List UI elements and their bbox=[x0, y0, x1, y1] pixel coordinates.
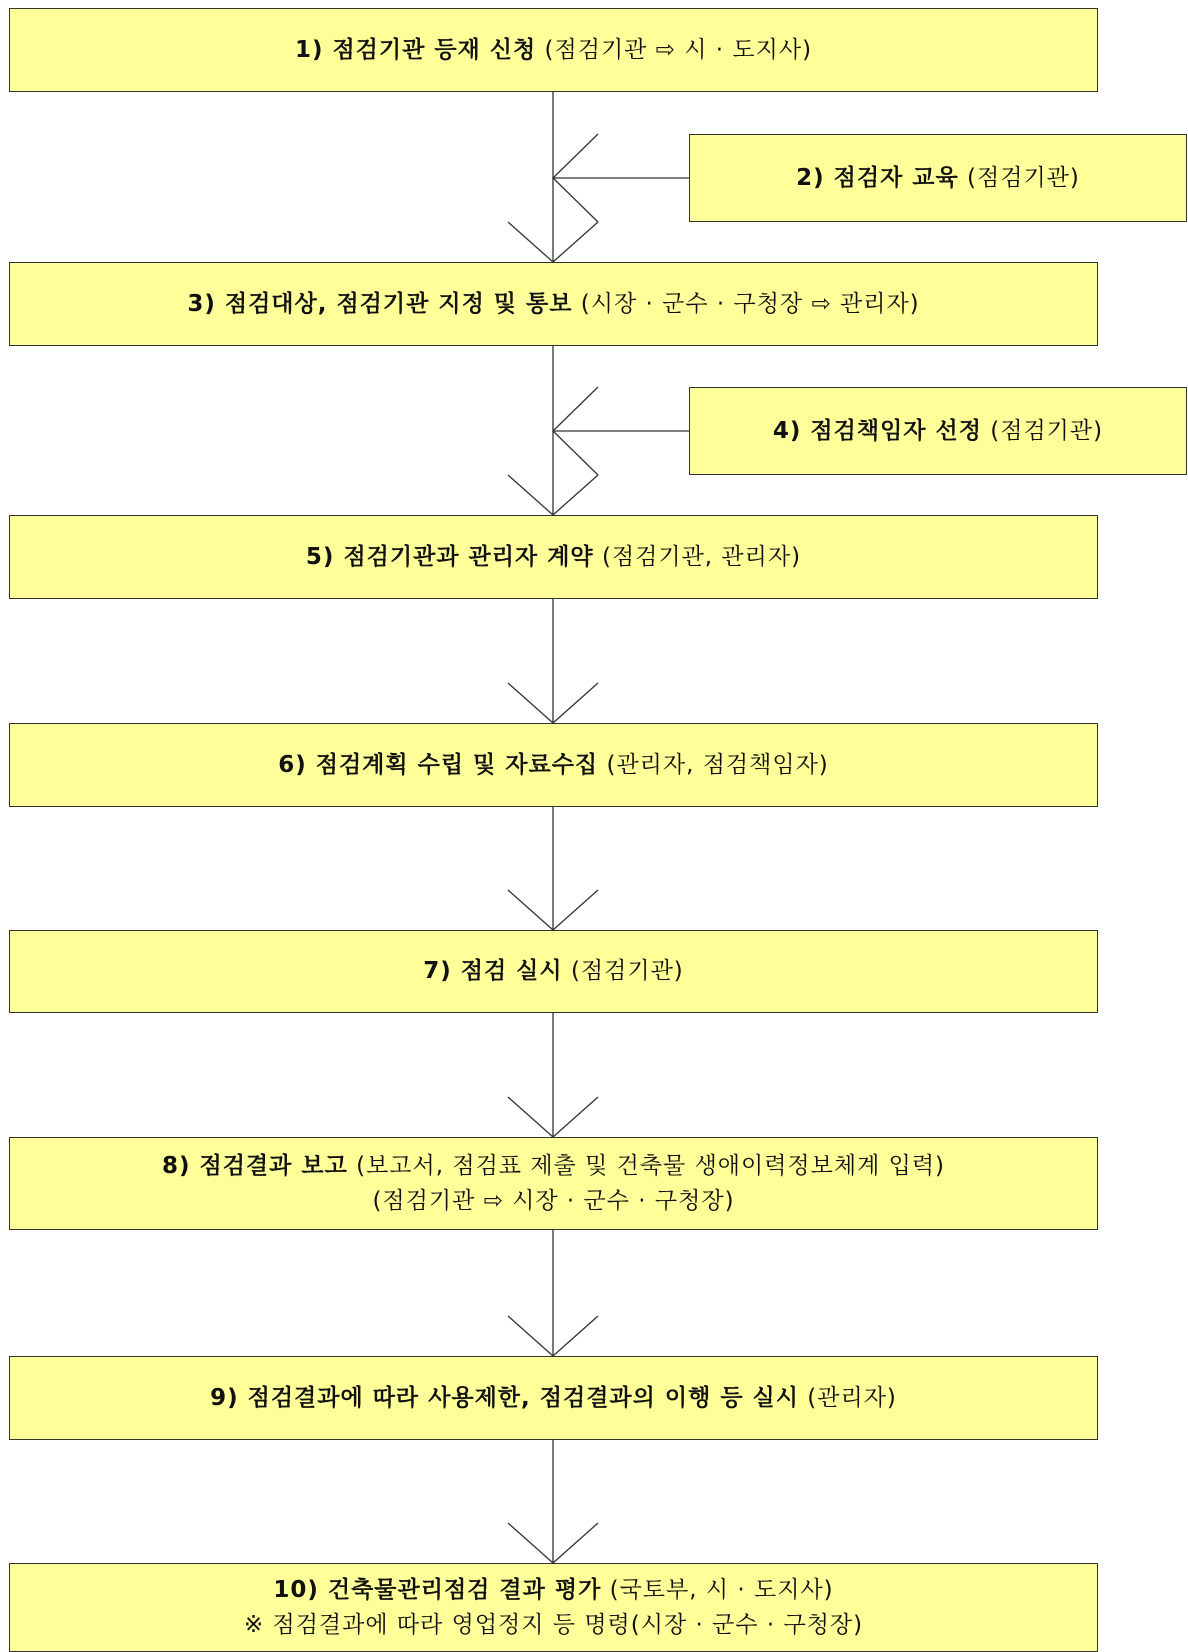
step-2-title: 2) 점검자 교육 bbox=[796, 164, 959, 191]
step-6-sub: (관리자, 점검책임자) bbox=[606, 751, 829, 778]
step-4-sub: (점검기관) bbox=[990, 417, 1104, 444]
step-7-box bbox=[9, 930, 1098, 1013]
step-1-box bbox=[9, 8, 1098, 92]
step-7-title: 7) 점검 실시 bbox=[423, 958, 563, 985]
step-5-box bbox=[9, 515, 1098, 599]
step-6-title: 6) 점검계획 수립 및 자료수집 bbox=[278, 751, 599, 778]
step-5-title: 5) 점검기관과 관리자 계약 bbox=[305, 543, 594, 570]
step-3-sub: (시장 · 군수 · 구청장 ⇨ 관리자) bbox=[580, 290, 920, 317]
step-4-box bbox=[689, 387, 1187, 475]
step-5-sub: (점검기관, 관리자) bbox=[601, 543, 802, 570]
step-1-sub: (점검기관 ⇨ 시 · 도지사) bbox=[544, 36, 813, 63]
step-10-box bbox=[9, 1563, 1098, 1652]
step-10-sub: (국토부, 시 · 도지사) bbox=[609, 1577, 834, 1603]
step-8-box bbox=[9, 1137, 1098, 1230]
step-1-title: 1) 점검기관 등재 신청 bbox=[294, 36, 537, 63]
step-6-box bbox=[9, 723, 1098, 807]
step-7-sub: (점검기관) bbox=[570, 958, 684, 985]
step-8-line2: (점검기관 ⇨ 시장 · 군수 · 구청장) bbox=[372, 1187, 735, 1214]
step-10-line2: ※ 점검결과에 따라 영업정지 등 명령(시장 · 군수 · 구청장) bbox=[243, 1611, 864, 1638]
step-9-box bbox=[9, 1356, 1098, 1440]
step-8-sub: (보고서, 점검표 제출 및 건축물 생애이력정보체계 입력) bbox=[356, 1153, 946, 1179]
step-9-title: 9) 점검결과에 따라 사용제한, 점검결과의 이행 등 실시 bbox=[210, 1384, 799, 1411]
step-10-title: 10) 건축물관리점검 결과 평가 bbox=[273, 1577, 602, 1603]
step-8-title: 8) 점검결과 보고 bbox=[161, 1153, 348, 1179]
step-3-title: 3) 점검대상, 점검기관 지정 및 통보 bbox=[187, 290, 573, 317]
step-4-title: 4) 점검책임자 선정 bbox=[772, 417, 982, 444]
step-9-sub: (관리자) bbox=[807, 1384, 897, 1411]
step-2-sub: (점검기관) bbox=[967, 164, 1080, 191]
step-2-box bbox=[689, 134, 1187, 222]
step-3-box bbox=[9, 262, 1098, 346]
